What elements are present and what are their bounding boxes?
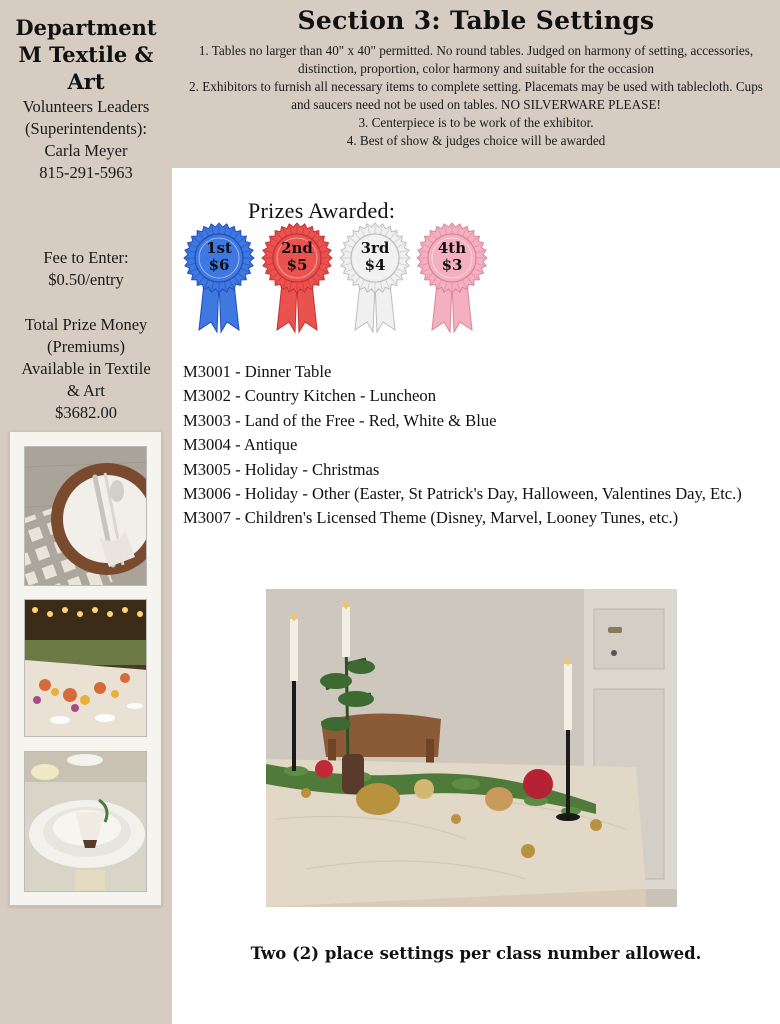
fee-block [0, 247, 172, 291]
ribbon-fourth [416, 222, 488, 334]
rule-item: 4. Best of show & judges choice will be awarded [346, 133, 606, 148]
ribbon-third [339, 222, 411, 334]
ribbon-place: 4th [437, 239, 467, 257]
volunteers-block [0, 96, 172, 184]
class-item: M3006 - Holiday - Other (Easter, St Patrick's Day, Halloween, Valentines Day, Etc.) [183, 484, 742, 504]
ribbon-amount: $4 [364, 256, 386, 274]
sidebar [0, 0, 172, 1024]
ribbon-amount: $5 [286, 256, 308, 274]
rules-list [188, 42, 764, 150]
ribbon-place: 1st [206, 239, 232, 257]
class-item: M3002 - Country Kitchen - Luncheon [183, 386, 437, 406]
banquet-photo [24, 599, 147, 737]
prizes-label: Prizes Awarded: [248, 198, 396, 223]
ribbon-first [183, 222, 255, 334]
fee-label: Fee to Enter: [43, 248, 129, 267]
rule-item: 3. Centerpiece is to be work of the exhibitor. [358, 115, 594, 130]
prize-money-label: Total Prize Money (Premiums) Available in Textile & Art [21, 315, 151, 400]
class-item: M3004 - Antique [183, 435, 298, 455]
ribbon-second [261, 222, 333, 334]
ribbon-third-text [339, 240, 411, 274]
header-banner [172, 0, 780, 168]
table-setting-photo [266, 589, 677, 907]
volunteers-label: Volunteers Leaders (Superintendents): [22, 97, 150, 138]
ribbon-first-text [183, 240, 255, 274]
fee-value: $0.50/entry [48, 270, 124, 289]
prize-money-value: $3682.00 [55, 403, 117, 422]
class-item: M3003 - Land of the Free - Red, White & Blue [183, 410, 497, 430]
rule-item: 2. Exhibitors to furnish all necessary items to complete setting. Placemats may be used with tablecloth. Cups and saucers need not be used on tables. NO SILVERWARE PLEASE! [189, 79, 763, 112]
department-title [0, 14, 172, 95]
rule-item: 1. Tables no larger than 40" x 40" permitted. No round tables. Judged on harmony of setting, accessories, distinction, proportion, color harmony and suitable for the occasion [198, 43, 754, 76]
ribbon-place: 3rd [360, 239, 390, 257]
napkin-plate-photo [24, 751, 147, 892]
class-item: M3001 - Dinner Table [183, 362, 332, 381]
ribbon-amount: $6 [208, 256, 230, 274]
class-item: M3005 - Holiday - Christmas [183, 459, 380, 479]
photo-collage [9, 431, 162, 906]
ribbon-second-text [261, 240, 333, 274]
place-setting-photo [24, 446, 147, 586]
ribbon-fourth-text [416, 240, 488, 274]
section-title: Section 3: Table Settings [297, 6, 655, 35]
footer-note: Two (2) place settings per class number allowed. [250, 944, 702, 963]
ribbon-amount: $3 [441, 256, 463, 274]
leader-phone: 815-291-5963 [39, 163, 133, 182]
department-title-text: Department M Textile & Art [15, 15, 157, 94]
class-item: M3007 - Children's Licensed Theme (Disney, Marvel, Looney Tunes, etc.) [183, 508, 679, 528]
leader-name: Carla Meyer [44, 141, 128, 160]
prize-money-block [0, 314, 172, 424]
class-list [183, 360, 763, 531]
ribbon-place: 2nd [281, 239, 313, 257]
